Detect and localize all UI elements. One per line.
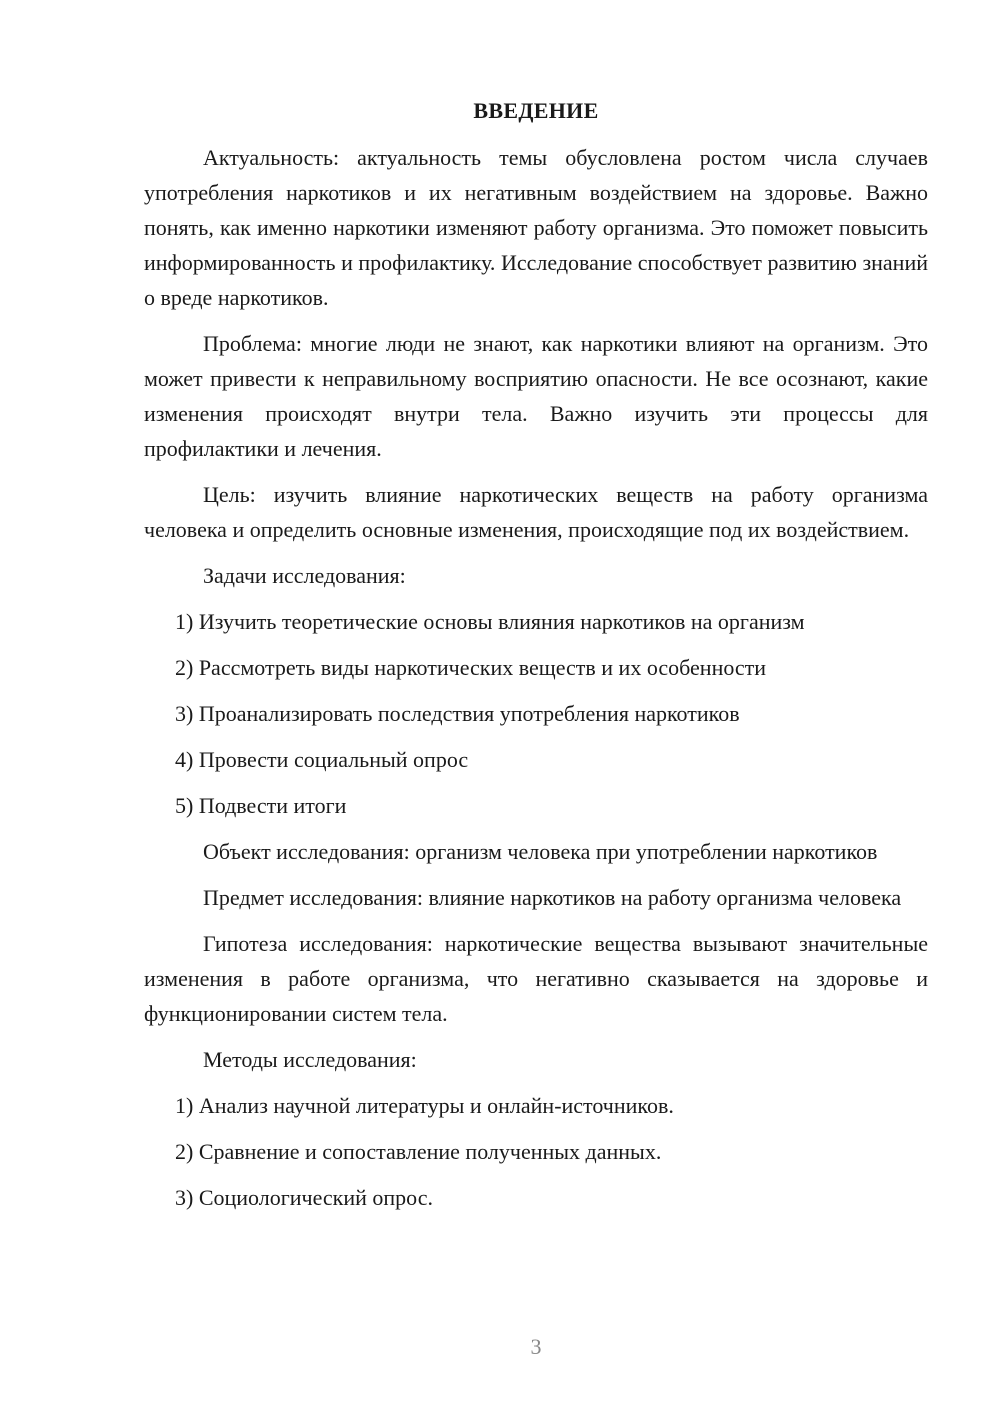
- method-item: 2) Сравнение и сопоставление полученных данных.: [175, 1139, 662, 1164]
- methods-heading: Методы исследования:: [203, 1047, 417, 1072]
- page-number: 3: [530, 1334, 542, 1359]
- subject-paragraph: Предмет исследования: влияние наркотиков на работу организма человека: [203, 885, 902, 910]
- method-item: 1) Анализ научной литературы и онлайн-источников.: [175, 1093, 674, 1118]
- problem-paragraph: Проблема: многие люди не знают, как наркотики влияют на организм. Это может привести к неправильному восприятию опасности. Не все осознают, какие изменения происходят внутри тела. Важно изучить эти процессы для профилактики и лечения.: [144, 331, 928, 461]
- document-page: [144, 93, 928, 1226]
- section-title: ВВЕДЕНИЕ: [473, 98, 599, 123]
- relevance-paragraph: Актуальность: актуальность темы обусловлена ростом числа случаев употребления наркотиков и их негативным воздействием на здоровье. Важно понять, как именно наркотики изменяют работу организма. Это поможет повысить информированность и профилактику. Исследование способствует развитию знаний о вреде наркотиков.: [144, 145, 928, 310]
- object-paragraph: Объект исследования: организм человека при употреблении наркотиков: [203, 839, 878, 864]
- task-item: 4) Провести социальный опрос: [175, 747, 469, 772]
- methods-list: [144, 1088, 928, 1215]
- method-item: 3) Социологический опрос.: [175, 1185, 433, 1210]
- task-item: 2) Рассмотреть виды наркотических веществ и их особенности: [175, 655, 767, 680]
- goal-paragraph: Цель: изучить влияние наркотических веществ на работу организма человека и определить основные изменения, происходящие под их воздействием.: [144, 482, 928, 542]
- tasks-heading: Задачи исследования:: [203, 563, 406, 588]
- hypothesis-paragraph: Гипотеза исследования: наркотические вещества вызывают значительные изменения в работе организма, что негативно сказывается на здоровье и функционировании систем тела.: [144, 931, 928, 1026]
- task-item: 5) Подвести итоги: [175, 793, 347, 818]
- task-item: 1) Изучить теоретические основы влияния наркотиков на организм: [175, 609, 805, 634]
- task-item: 3) Проанализировать последствия употребления наркотиков: [175, 701, 740, 726]
- tasks-list: [144, 604, 928, 823]
